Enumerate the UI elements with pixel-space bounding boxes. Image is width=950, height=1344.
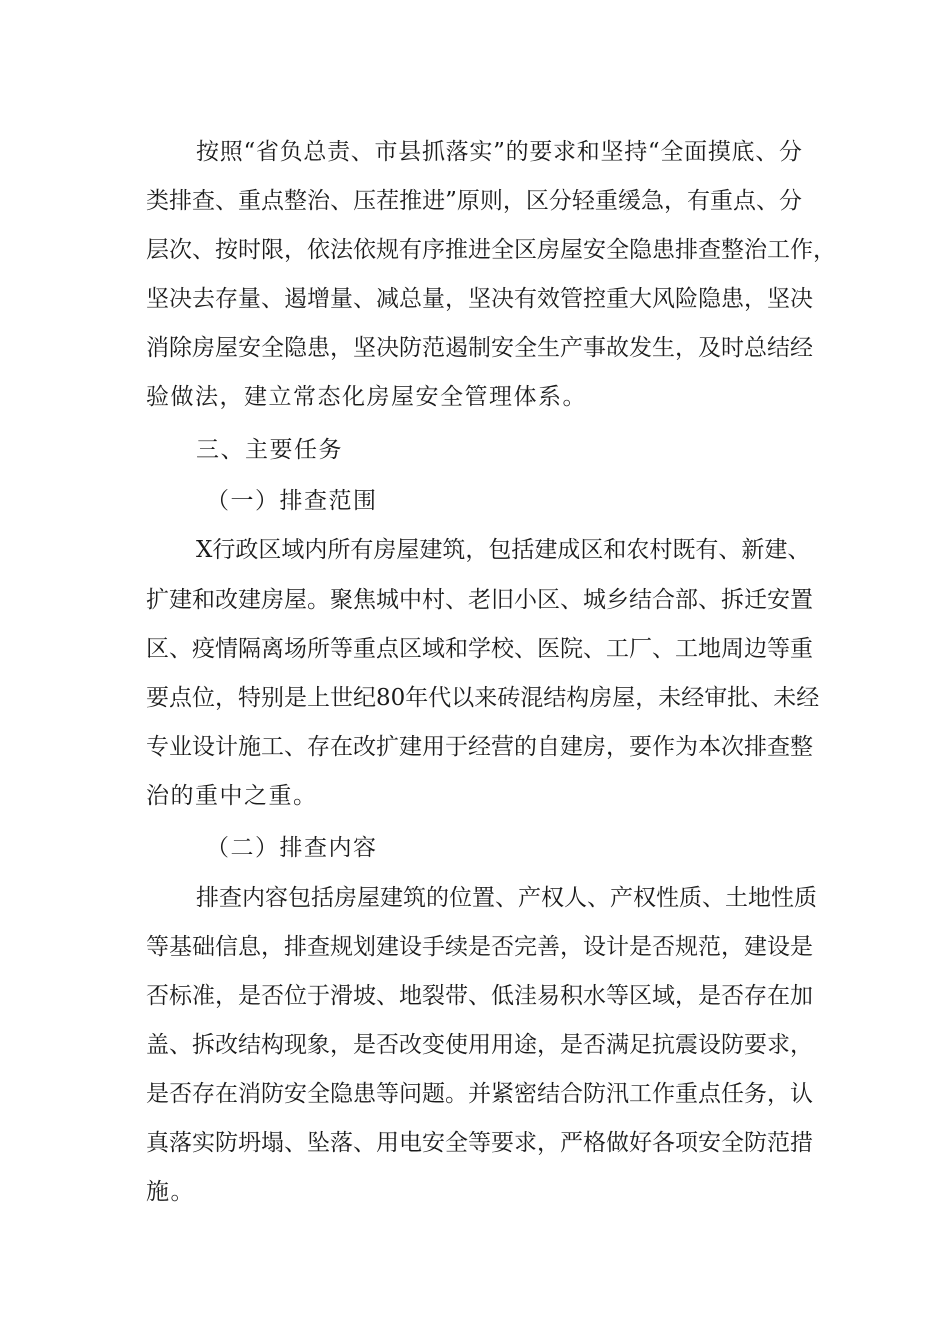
paragraph-principle-line-2: 类排查、重点整治、压茬推进”原则，区分轻重缓急，有重点、分 xyxy=(146,188,802,214)
paragraph-content-line-2: 等基础信息，排查规划建设手续是否完善，设计是否规范，建设是 xyxy=(146,934,813,960)
paragraph-scope-line-3: 区、疫情隔离场所等重点区域和学校、医院、工厂、工地周边等重 xyxy=(146,636,813,662)
paragraph-content-line-3: 否标准，是否位于滑坡、地裂带、低洼易积水等区域，是否存在加 xyxy=(146,983,813,1009)
paragraph-content-line-6: 真落实防坍塌、坠落、用电安全等要求，严格做好各项安全防范措 xyxy=(146,1130,813,1156)
paragraph-scope-line-6: 治的重中之重。 xyxy=(146,783,318,809)
paragraph-scope-line-1: X行政区域内所有房屋建筑，包括建成区和农村既有、新建、 xyxy=(196,537,811,563)
paragraph-scope-line-5: 专业设计施工、存在改扩建用于经营的自建房，要作为本次排查整 xyxy=(146,734,813,760)
section-three-title: 三、主要任务 xyxy=(196,437,343,463)
subsection-one-title: （一）排查范围 xyxy=(206,488,378,514)
paragraph-content-line-5: 是否存在消防安全隐患等问题。并紧密结合防汛工作重点任务，认 xyxy=(146,1081,813,1107)
paragraph-principle-line-3: 层次、按时限，依法依规有序推进全区房屋安全隐患排查整治工作， xyxy=(146,237,836,263)
paragraph-scope-line-4: 要点位，特别是上世纪80年代以来砖混结构房屋，未经审批、未经 xyxy=(146,685,820,711)
paragraph-principle-line-4: 坚决去存量、遏增量、减总量，坚决有效管控重大风险隐患，坚决 xyxy=(146,286,813,312)
paragraph-content-line-4: 盖、拆改结构现象，是否改变使用用途，是否满足抗震设防要求， xyxy=(146,1032,813,1058)
paragraph-principle-line-6: 验做法，建立常态化房屋安全管理体系。 xyxy=(146,384,587,410)
paragraph-scope-line-2: 扩建和改建房屋。聚焦城中村、老旧小区、城乡结合部、拆迁安置 xyxy=(146,587,813,613)
subsection-two-title: （二）排查内容 xyxy=(206,835,378,861)
paragraph-principle-line-5: 消除房屋安全隐患，坚决防范遏制安全生产事故发生，及时总结经 xyxy=(146,335,813,361)
paragraph-content-line-7: 施。 xyxy=(146,1179,195,1205)
paragraph-principle-line-1: 按照“省负总责、市县抓落实”的要求和坚持“全面摸底、分 xyxy=(196,139,802,165)
paragraph-content-line-1: 排查内容包括房屋建筑的位置、产权人、产权性质、土地性质 xyxy=(196,885,817,911)
